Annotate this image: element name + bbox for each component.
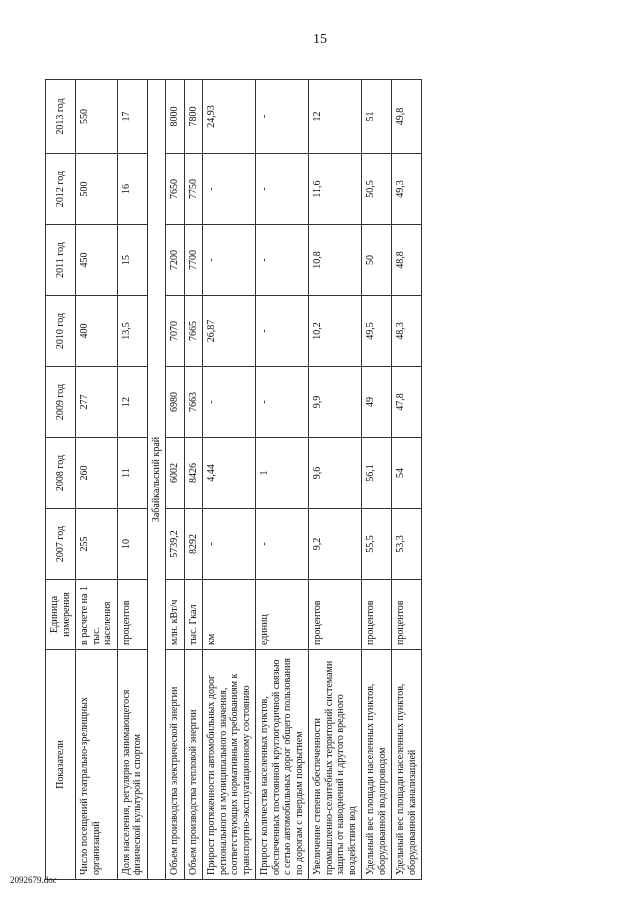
value-cell: 47,8 [392,367,422,438]
value-cell: 12 [117,367,147,438]
value-cell: 255 [76,509,118,580]
value-cell: - [203,509,256,580]
value-cell: 450 [76,225,118,296]
unit-cell: процентов [392,580,422,650]
value-cell: 6980 [166,367,185,438]
table-row [203,80,256,880]
value-cell: 6002 [166,438,185,509]
indicator-cell: Доля населения, регулярно занимающегося физической культурой и спортом [117,650,147,880]
value-cell: 277 [76,367,118,438]
value-cell: 49 [362,367,392,438]
header-year: 2013 год [46,80,76,154]
value-cell: 55,5 [362,509,392,580]
value-cell: 8426 [184,438,203,509]
value-cell: 49,5 [362,296,392,367]
value-cell: 50,5 [362,154,392,225]
value-cell: 7665 [184,296,203,367]
value-cell: 48,8 [392,225,422,296]
value-cell: 4,44 [203,438,256,509]
value-cell: - [256,225,309,296]
table-row [392,80,422,880]
value-cell: 50 [362,225,392,296]
indicator-cell: Удельный вес площади населенных пунктов, оборудованной водопроводом [362,650,392,880]
unit-cell: км [203,580,256,650]
unit-cell: процентов [117,580,147,650]
value-cell: 5739,2 [166,509,185,580]
table-row [117,80,147,880]
table-row [184,80,203,880]
value-cell: 7800 [184,80,203,154]
value-cell: 7070 [166,296,185,367]
unit-cell: процентов [309,580,362,650]
indicator-cell: Прирост протяженности автомобильных дорог регионального и муниципального значения, соответствующих нормативным требованиям к транспортно-эксплуатационному состоянию [203,650,256,880]
header-year: 2011 год [46,225,76,296]
value-cell: 26,87 [203,296,256,367]
value-cell: 7663 [184,367,203,438]
table-container [45,80,625,880]
value-cell: 7650 [166,154,185,225]
indicators-table [45,79,422,880]
value-cell: 11 [117,438,147,509]
value-cell: - [256,154,309,225]
value-cell: 1 [256,438,309,509]
header-year: 2010 год [46,296,76,367]
value-cell: - [256,80,309,154]
unit-cell: в расчете на 1 тыс. населения [76,580,118,650]
value-cell: 8000 [166,80,185,154]
indicator-cell: Прирост количества населенных пунктов, обеспеченных постоянной круглогодичной связью с сетью автомобильных дорог общего пользования по дорогам с твердым покрытием [256,650,309,880]
indicator-cell: Объем производства тепловой энергии [184,650,203,880]
value-cell: 400 [76,296,118,367]
value-cell: 15 [117,225,147,296]
value-cell: - [256,296,309,367]
value-cell: 550 [76,80,118,154]
value-cell: 17 [117,80,147,154]
unit-cell: тыс. Гкал [184,580,203,650]
value-cell: 7750 [184,154,203,225]
value-cell: 54 [392,438,422,509]
value-cell: 10,2 [309,296,362,367]
table-row [256,80,309,880]
header-indicator: Показатели [46,650,76,880]
value-cell: 53,3 [392,509,422,580]
value-cell: 24,93 [203,80,256,154]
value-cell: 51 [362,80,392,154]
value-cell: 10 [117,509,147,580]
value-cell: 500 [76,154,118,225]
table-header-row [46,80,76,880]
value-cell: 11,6 [309,154,362,225]
table-row [309,80,362,880]
value-cell: - [256,367,309,438]
indicator-cell: Число посещений театрально-зрелищных организаций [76,650,118,880]
header-year: 2007 год [46,509,76,580]
value-cell: 13,5 [117,296,147,367]
header-year: 2008 год [46,438,76,509]
value-cell: 260 [76,438,118,509]
value-cell: - [203,225,256,296]
header-year: 2009 год [46,367,76,438]
value-cell: 9,2 [309,509,362,580]
value-cell: 10,8 [309,225,362,296]
indicator-cell: Объем производства электрической энергии [166,650,185,880]
value-cell: - [203,154,256,225]
header-unit: Единица измерения [46,580,76,650]
value-cell: 49,3 [392,154,422,225]
footer-filename: 2092679.doc [10,875,57,885]
value-cell: 49,8 [392,80,422,154]
unit-cell: млн. кВт/ч [166,580,185,650]
region-row [147,80,166,880]
table-row [362,80,392,880]
indicator-cell: Удельный вес площади населенных пунктов, оборудованной канализацией [392,650,422,880]
region-label: Забайкальский край [147,80,166,880]
indicator-cell: Увеличение степени обеспеченности промышленно-селитебных территорий системами защиты от наводнений и другого вредного воздействия вод [309,650,362,880]
value-cell: 9,9 [309,367,362,438]
value-cell: 12 [309,80,362,154]
value-cell: 16 [117,154,147,225]
value-cell: 8292 [184,509,203,580]
header-year: 2012 год [46,154,76,225]
page-number: 15 [313,32,327,47]
value-cell: 9,6 [309,438,362,509]
unit-cell: процентов [362,580,392,650]
table-row [76,80,118,880]
value-cell: - [203,367,256,438]
value-cell: 56,1 [362,438,392,509]
value-cell: 7700 [184,225,203,296]
value-cell: 48,3 [392,296,422,367]
value-cell: 7200 [166,225,185,296]
unit-cell: единиц [256,580,309,650]
table-row [166,80,185,880]
value-cell: - [256,509,309,580]
